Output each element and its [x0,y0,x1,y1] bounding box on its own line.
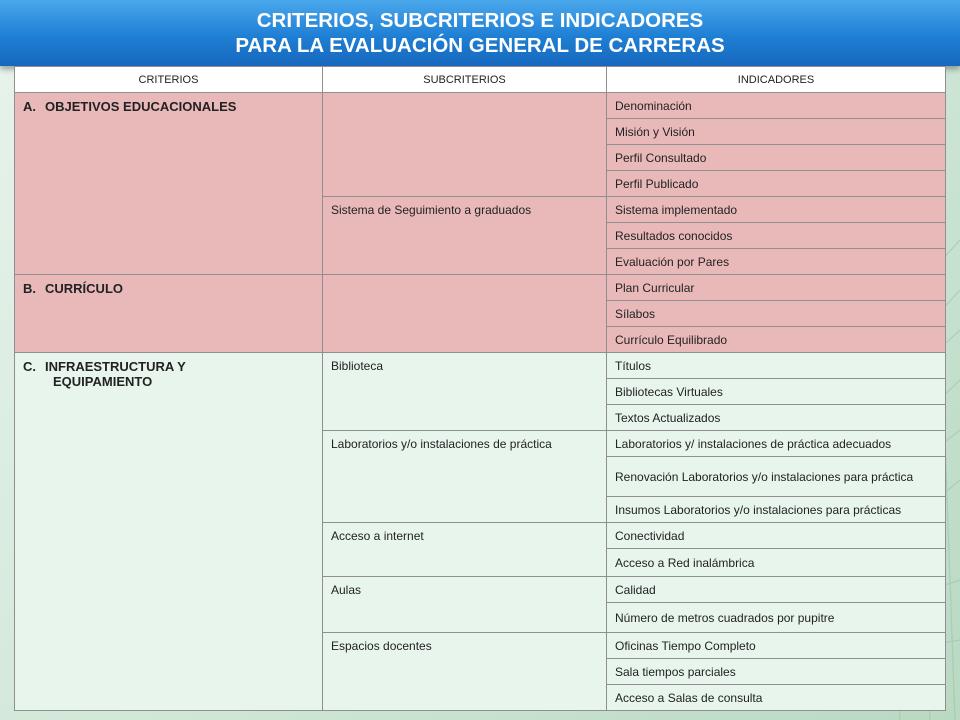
subcriterion-seguimiento: Sistema de Seguimiento a graduados [323,197,607,275]
indicator-cell: Resultados conocidos [607,223,946,249]
indicator-cell: Evaluación por Pares [607,249,946,275]
indicator-cell: Bibliotecas Virtuales [607,379,946,405]
criterion-letter: C. [23,359,36,374]
title-line-1: CRITERIOS, SUBCRITERIOS E INDICADORES [256,9,704,32]
indicator-cell: Textos Actualizados [607,405,946,431]
table-row [15,93,946,119]
indicator-cell: Currículo Equilibrado [607,327,946,353]
criterion-b [15,275,323,353]
indicator-cell: Sílabos [607,301,946,327]
criterion-letter: B. [23,281,36,296]
table-header-row [15,67,946,93]
subcriterion-aulas: Aulas [323,577,607,633]
table-row [15,353,946,379]
indicator-cell: Conectividad [607,523,946,549]
indicator-cell: Perfil Publicado [607,171,946,197]
indicator-cell: Acceso a Red inalámbrica [607,549,946,577]
criterion-letter: A. [23,99,36,114]
header-subcriterios: SUBCRITERIOS [323,67,607,93]
criterion-a [15,93,323,275]
criteria-table [14,66,946,711]
indicator-cell: Sistema implementado [607,197,946,223]
table-row [15,275,946,301]
indicator-cell: Plan Curricular [607,275,946,301]
header-indicadores: INDICADORES [607,67,946,93]
criterion-name: INFRAESTRUCTURA Y [45,359,186,374]
indicator-cell: Renovación Laboratorios y/o instalaciones para práctica [607,457,946,497]
indicator-cell: Oficinas Tiempo Completo [607,633,946,659]
subcriterion-internet: Acceso a internet [323,523,607,577]
criterion-c [15,353,323,711]
criterion-name-cont: EQUIPAMIENTO [53,374,153,389]
indicator-cell: Misión y Visión [607,119,946,145]
title-line-2: PARA LA EVALUACIÓN GENERAL DE CARRERAS [235,34,725,57]
criterion-name: CURRÍCULO [45,281,123,296]
indicator-cell: Número de metros cuadrados por pupitre [607,603,946,633]
header-criterios: CRITERIOS [15,67,323,93]
subcriterion-empty [323,275,607,353]
indicator-cell: Denominación [607,93,946,119]
subcriterion-laboratorios: Laboratorios y/o instalaciones de práctica [323,431,607,523]
indicator-cell: Sala tiempos parciales [607,659,946,685]
criterion-name: OBJETIVOS EDUCACIONALES [45,99,237,114]
indicator-cell: Laboratorios y/ instalaciones de práctica adecuados [607,431,946,457]
subcriterion-biblioteca: Biblioteca [323,353,607,431]
indicator-cell: Títulos [607,353,946,379]
indicator-cell: Acceso a Salas de consulta [607,685,946,711]
subcriterion-espacios: Espacios docentes [323,633,607,711]
indicator-cell: Calidad [607,577,946,603]
indicator-cell: Perfil Consultado [607,145,946,171]
indicator-cell: Insumos Laboratorios y/o instalaciones para prácticas [607,497,946,523]
subcriterion-empty [323,93,607,197]
title-banner [0,0,960,66]
